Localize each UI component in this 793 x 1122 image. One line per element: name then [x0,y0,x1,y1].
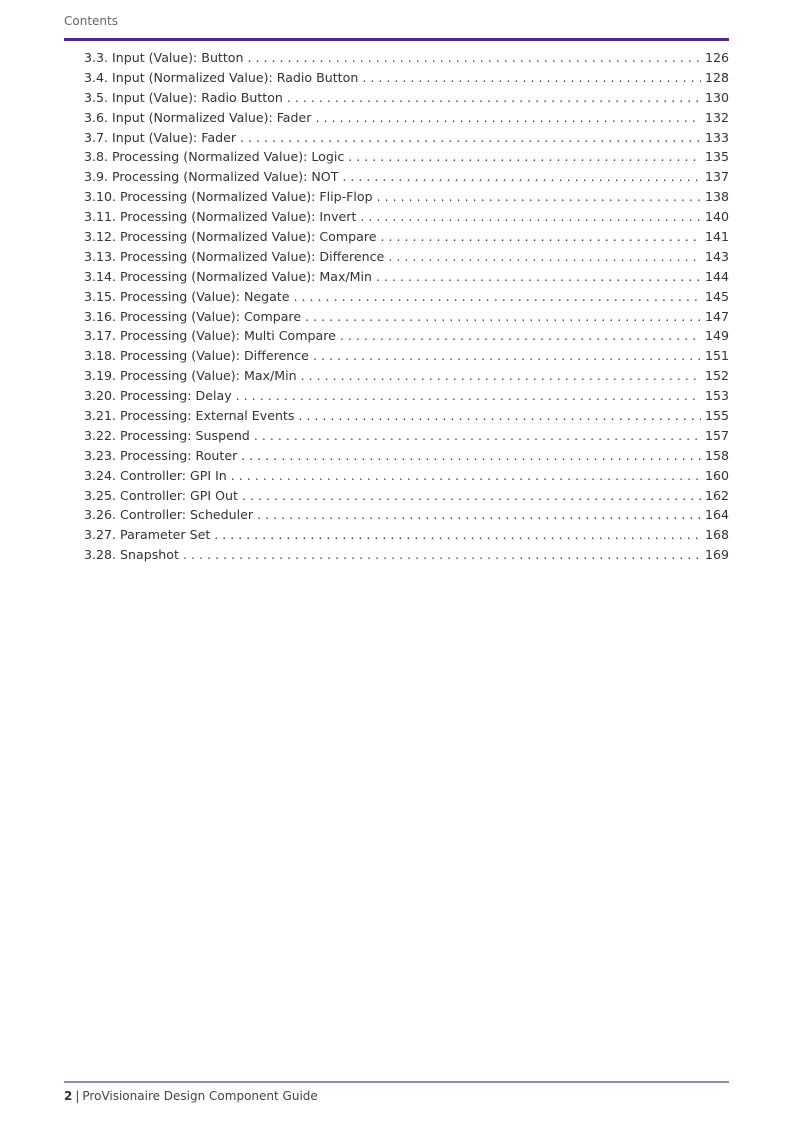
toc-entry-label: 3.17. Processing (Value): Multi Compare [84,328,336,344]
toc-entry-label: 3.15. Processing (Value): Negate [84,288,290,304]
toc-entry-page: 157 [704,427,729,443]
toc-entry-page: 162 [704,487,729,503]
toc-entry-page: 141 [704,229,729,245]
toc-entry-label: 3.6. Input (Normalized Value): Fader [84,109,312,125]
toc-entry-page: 147 [704,308,729,324]
toc-entry[interactable] [84,269,729,289]
header-divider [64,38,729,41]
dot-leader [294,289,701,304]
toc-entry-label: 3.24. Controller: GPI In [84,467,227,483]
table-of-contents [84,50,729,567]
toc-entry-page: 140 [704,209,729,225]
toc-entry-label: 3.28. Snapshot [84,547,179,563]
toc-entry[interactable] [84,468,729,488]
toc-entry-page: 153 [704,388,729,404]
toc-entry[interactable] [84,388,729,408]
dot-leader [301,368,701,383]
dot-leader [362,70,701,85]
toc-entry[interactable] [84,249,729,269]
dot-leader [313,348,701,363]
dot-leader [342,169,701,184]
dot-leader [348,149,701,164]
toc-entry-label: 3.23. Processing: Router [84,447,238,463]
toc-entry-label: 3.27. Parameter Set [84,527,211,543]
toc-entry-label: 3.20. Processing: Delay [84,388,232,404]
dot-leader [242,488,701,503]
toc-entry-page: 168 [704,527,729,543]
toc-entry[interactable] [84,309,729,329]
toc-entry-page: 164 [704,507,729,523]
document-title: ProVisionaire Design Component Guide [82,1089,318,1103]
toc-entry[interactable] [84,50,729,70]
toc-entry-label: 3.21. Processing: External Events [84,408,295,424]
dot-leader [257,507,701,522]
toc-entry-label: 3.3. Input (Value): Button [84,50,244,65]
toc-entry[interactable] [84,209,729,229]
dot-leader [315,110,701,125]
toc-entry-page: 128 [704,69,729,85]
toc-entry[interactable] [84,229,729,249]
toc-entry-page: 144 [704,268,729,284]
footer-divider [64,1081,729,1083]
toc-entry[interactable] [84,110,729,130]
toc-entry-page: 145 [704,288,729,304]
dot-leader [214,527,701,542]
dot-leader [377,189,701,204]
dot-leader [381,229,701,244]
dot-leader [388,249,701,264]
toc-entry-label: 3.5. Input (Value): Radio Button [84,89,283,105]
dot-leader [183,547,701,562]
toc-entry-label: 3.16. Processing (Value): Compare [84,308,302,324]
toc-entry-page: 155 [704,408,729,424]
dot-leader [241,448,701,463]
toc-entry-page: 158 [704,447,729,463]
toc-entry[interactable] [84,169,729,189]
toc-entry-label: 3.12. Processing (Normalized Value): Compare [84,229,377,245]
toc-entry-label: 3.4. Input (Normalized Value): Radio Button [84,69,359,85]
toc-entry-label: 3.26. Controller: Scheduler [84,507,254,523]
toc-entry-page: 169 [704,547,729,563]
toc-entry-page: 143 [704,248,729,264]
toc-entry[interactable] [84,507,729,527]
toc-entry[interactable] [84,289,729,309]
toc-entry-page: 132 [704,109,729,125]
toc-entry-label: 3.22. Processing: Suspend [84,427,250,443]
dot-leader [248,50,701,65]
toc-entry[interactable] [84,189,729,209]
dot-leader [340,328,701,343]
running-header: Contents [64,14,118,28]
dot-leader [376,269,701,284]
toc-entry-label: 3.8. Processing (Normalized Value): Logic [84,149,345,165]
toc-entry[interactable] [84,527,729,547]
toc-entry-page: 160 [704,467,729,483]
toc-entry-label: 3.18. Processing (Value): Difference [84,348,309,364]
toc-entry-label: 3.14. Processing (Normalized Value): Max/Min [84,268,373,284]
toc-entry[interactable] [84,90,729,110]
toc-entry-page: 135 [704,149,729,165]
toc-entry-page: 133 [704,129,729,145]
toc-entry[interactable] [84,348,729,368]
footer [64,1089,318,1103]
dot-leader [231,468,701,483]
toc-entry[interactable] [84,428,729,448]
footer-separator: | [75,1089,80,1103]
toc-entry-label: 3.7. Input (Value): Fader [84,129,237,145]
dot-leader [254,428,701,443]
toc-entry-label: 3.9. Processing (Normalized Value): NOT [84,169,339,185]
dot-leader [287,90,701,105]
toc-entry[interactable] [84,70,729,90]
dot-leader [305,309,701,324]
toc-entry[interactable] [84,488,729,508]
toc-entry-label: 3.11. Processing (Normalized Value): Invert [84,209,357,225]
dot-leader [298,408,701,423]
toc-entry[interactable] [84,328,729,348]
toc-entry-page: 126 [704,50,729,65]
toc-entry-page: 130 [704,89,729,105]
toc-entry-page: 152 [704,368,729,384]
toc-entry[interactable] [84,547,729,567]
toc-entry-label: 3.13. Processing (Normalized Value): Difference [84,248,385,264]
toc-entry[interactable] [84,448,729,468]
dot-leader [360,209,701,224]
toc-entry-label: 3.10. Processing (Normalized Value): Flip-Flop [84,189,373,205]
page-number: 2 [64,1089,73,1103]
toc-entry-page: 138 [704,189,729,205]
toc-entry-page: 151 [704,348,729,364]
toc-entry-page: 137 [704,169,729,185]
toc-entry-page: 149 [704,328,729,344]
toc-entry[interactable] [84,130,729,150]
toc-entry[interactable] [84,149,729,169]
dot-leader [240,130,701,145]
toc-entry[interactable] [84,368,729,388]
toc-entry[interactable] [84,408,729,428]
toc-entry-label: 3.19. Processing (Value): Max/Min [84,368,297,384]
toc-entry-label: 3.25. Controller: GPI Out [84,487,238,503]
dot-leader [236,388,701,403]
